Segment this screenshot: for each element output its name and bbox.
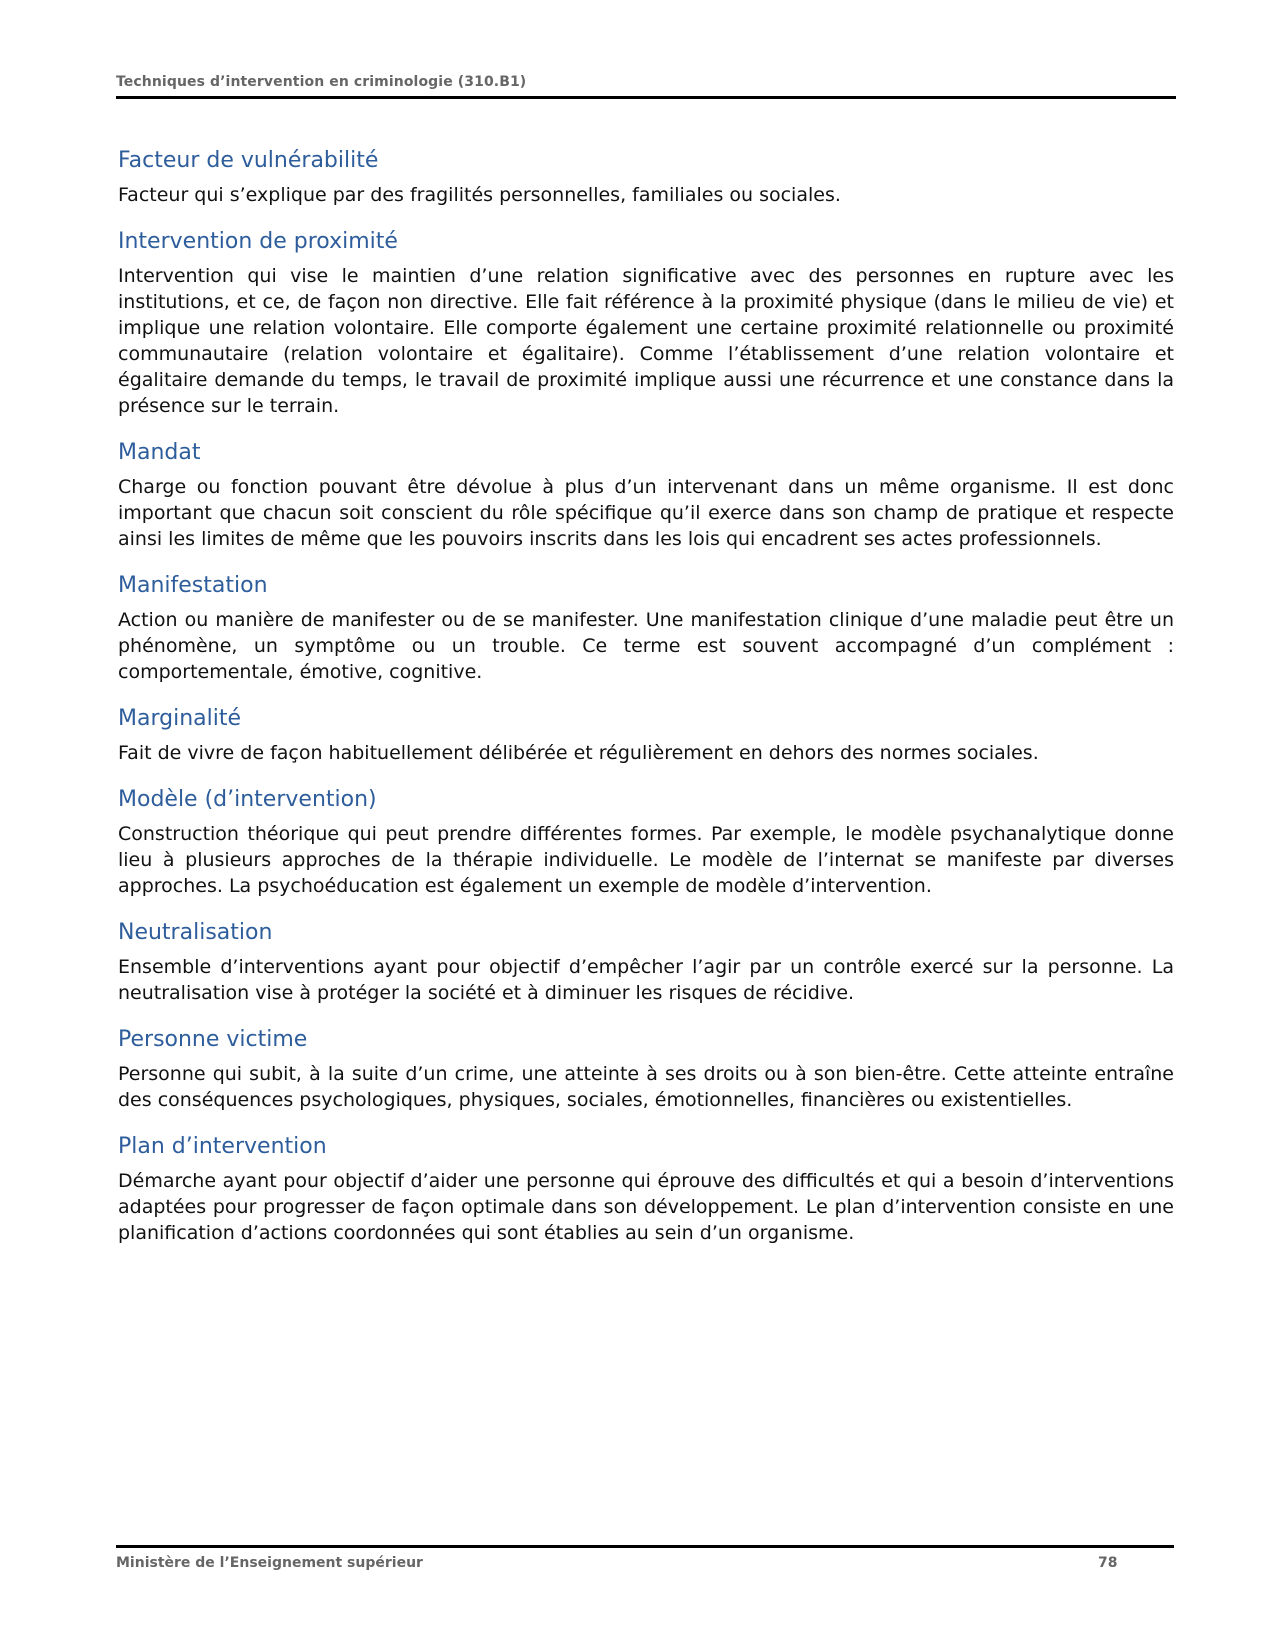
glossary-entry: [118, 785, 1174, 899]
glossary-term: Marginalité: [118, 706, 242, 731]
page-footer: [116, 1545, 1174, 1578]
glossary-term: Plan d’intervention: [118, 1134, 327, 1159]
glossary-term: Intervention de proximité: [118, 229, 398, 254]
glossary-entry: [118, 146, 1174, 208]
page-header: [116, 72, 1176, 99]
glossary-content: [118, 146, 1174, 1265]
glossary-entry: [118, 1132, 1174, 1246]
glossary-term: Facteur de vulnérabilité: [118, 148, 379, 173]
glossary-term: Personne victime: [118, 1027, 308, 1052]
glossary-entry: [118, 438, 1174, 552]
glossary-term: Mandat: [118, 440, 201, 465]
glossary-definition: Action ou manière de manifester ou de se manifester. Une manifestation clinique d’une maladie peut être un phénomène, un symptôme ou un trouble. Ce terme est souvent accompagné d’un complément : comportementale, émotive, cognitive.: [118, 609, 1174, 683]
glossary-term: Neutralisation: [118, 920, 273, 945]
page-number: 78: [1098, 1555, 1118, 1571]
glossary-definition: Démarche ayant pour objectif d’aider une personne qui éprouve des difficultés et qui a besoin d’interventions adaptées pour progresser de façon optimale dans son développement. Le plan d’intervention consiste en une planification d’actions coordonnées qui sont établies au sein d’un organisme.: [118, 1170, 1174, 1244]
glossary-definition: Ensemble d’interventions ayant pour objectif d’empêcher l’agir par un contrôle exercé sur la personne. La neutralisation vise à protéger la société et à diminuer les risques de récidive.: [118, 956, 1174, 1004]
glossary-entry: [118, 1025, 1174, 1113]
header-title: Techniques d’intervention en criminologie (310.B1): [116, 74, 527, 90]
glossary-definition: Personne qui subit, à la suite d’un crime, une atteinte à ses droits ou à son bien-être. Cette atteinte entraîne des conséquences psychologiques, physiques, sociales, émotionnelles, financières ou existentielles.: [118, 1063, 1174, 1111]
glossary-entry: [118, 227, 1174, 419]
glossary-definition: Intervention qui vise le maintien d’une relation significative avec des personnes en rupture avec les institutions, et ce, de façon non directive. Elle fait référence à la proximité physique (dans le milieu de vie) et implique une relation volontaire. Elle comporte également une certaine proximité relationnelle ou proximité communautaire (relation volontaire et égalitaire). Comme l’établissement d’une relation volontaire et égalitaire demande du temps, le travail de proximité implique aussi une récurrence et une constance dans la présence sur le terrain.: [118, 265, 1174, 417]
glossary-definition: Facteur qui s’explique par des fragilités personnelles, familiales ou sociales.: [118, 184, 841, 206]
glossary-entry: [118, 918, 1174, 1006]
glossary-entry: [118, 571, 1174, 685]
glossary-definition: Fait de vivre de façon habituellement délibérée et régulièrement en dehors des normes sociales.: [118, 742, 1039, 764]
glossary-term: Manifestation: [118, 573, 268, 598]
glossary-definition: Construction théorique qui peut prendre différentes formes. Par exemple, le modèle psychanalytique donne lieu à plusieurs approches de la thérapie individuelle. Le modèle de l’internat se manifeste par diverses approches. La psychoéducation est également un exemple de modèle d’intervention.: [118, 823, 1174, 897]
glossary-entry: [118, 704, 1174, 766]
glossary-term: Modèle (d’intervention): [118, 787, 377, 812]
footer-ministry: Ministère de l’Enseignement supérieur: [116, 1555, 423, 1571]
glossary-definition: Charge ou fonction pouvant être dévolue à plus d’un intervenant dans un même organisme. Il est donc important que chacun soit conscient du rôle spécifique qu’il exerce dans son champ de pratique et respecte ainsi les limites de même que les pouvoirs inscrits dans les lois qui encadrent ses actes professionnels.: [118, 476, 1174, 550]
